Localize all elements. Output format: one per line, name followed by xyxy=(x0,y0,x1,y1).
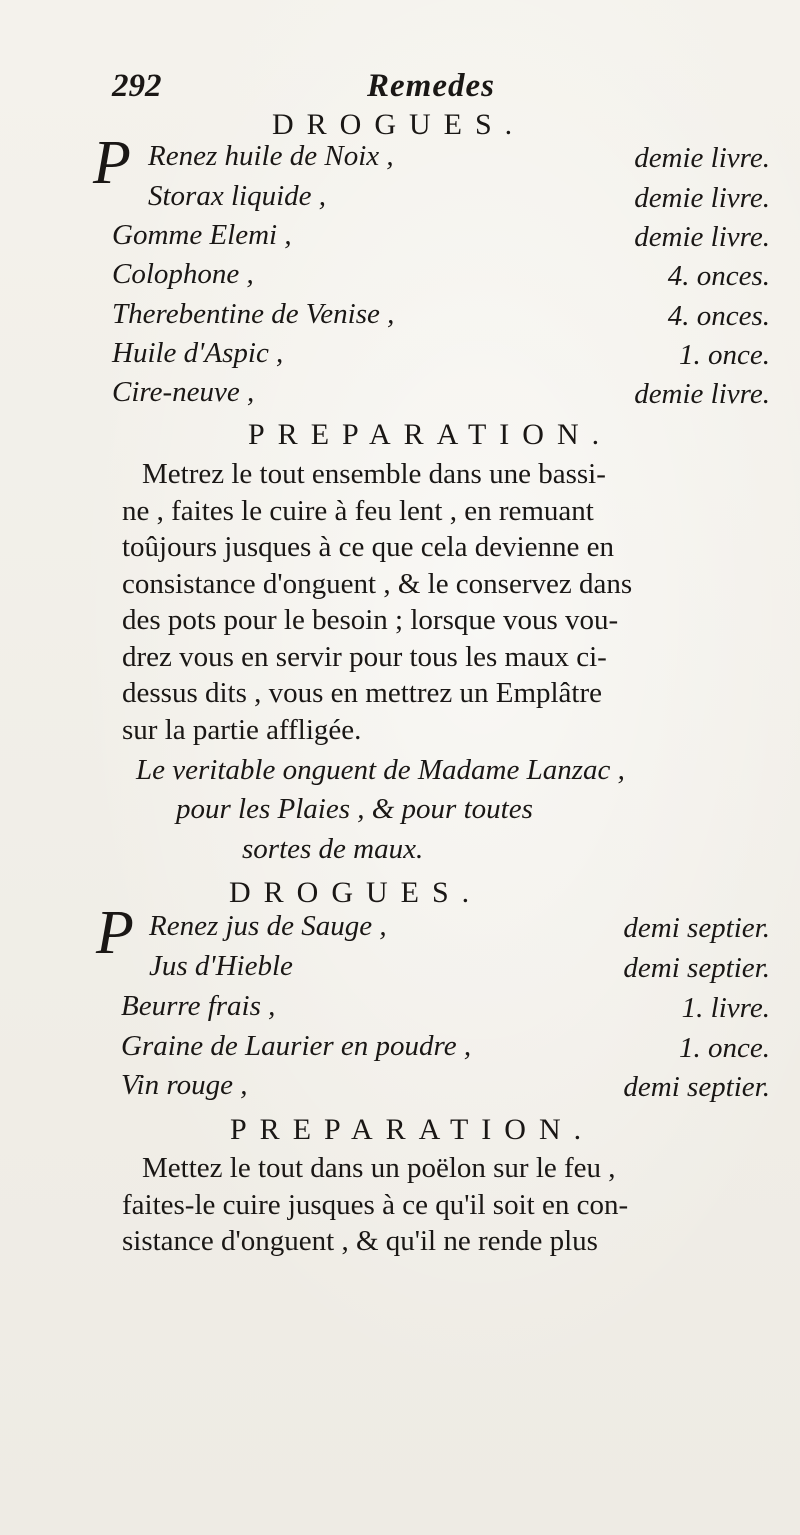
preparation-heading-2: PREPARATION. xyxy=(230,1113,595,1146)
ingredient-quantity: demi septier. xyxy=(623,912,770,944)
ingredient-quantity: 1. livre. xyxy=(681,992,770,1024)
page-number: 292 xyxy=(112,68,162,104)
drop-cap-2: P xyxy=(96,899,134,967)
preparation-heading-1: PREPARATION. xyxy=(248,418,613,451)
ingredient-quantity: 4. onces. xyxy=(667,260,770,292)
ingredient-name: Renez jus de Sauge , xyxy=(149,910,387,942)
ingredient-name: Renez huile de Noix , xyxy=(148,140,394,172)
ingredient-quantity: demie livre. xyxy=(634,221,770,253)
paragraph-line: des pots pour le besoin ; lorsque vous vou- xyxy=(122,604,619,636)
ingredient-name: Gomme Elemi , xyxy=(112,219,292,251)
drop-cap-1: P xyxy=(93,129,131,197)
paragraph-line: drez vous en servir pour tous les maux ci- xyxy=(122,640,607,673)
ingredient-name: Huile d'Aspic , xyxy=(112,337,284,369)
ingredient-quantity: 1. once. xyxy=(679,339,770,371)
ingredient-name: Cire-neuve , xyxy=(112,376,255,408)
drogues-heading-2: DROGUES. xyxy=(229,876,483,909)
ingredient-quantity: demi septier. xyxy=(623,1071,770,1103)
ingredient-name: Graine de Laurier en poudre , xyxy=(121,1030,472,1062)
paragraph-line: consistance d'onguent , & le conservez dans xyxy=(122,567,633,600)
paragraph-line: dessus dits , vous en mettrez un Emplâtre xyxy=(122,677,603,709)
paragraph-line: Metrez le tout ensemble dans une bassi- xyxy=(142,458,606,490)
paragraph-line: toûjours jusques à ce que cela devienne en xyxy=(122,531,615,563)
paragraph-line: sistance d'onguent , & qu'il ne rende plus xyxy=(122,1225,598,1257)
ingredient-name: Jus d'Hieble xyxy=(149,950,293,982)
ingredient-quantity: 4. onces. xyxy=(667,300,770,332)
recipe-title-line: pour les Plaies , & pour toutes xyxy=(176,793,533,825)
ingredient-quantity: demie livre. xyxy=(634,378,770,410)
ingredient-name: Therebentine de Venise , xyxy=(112,298,395,330)
paragraph-line: ne , faites le cuire à feu lent , en remuant xyxy=(122,494,594,527)
paragraph-line: faites-le cuire jusques à ce qu'il soit en con- xyxy=(122,1188,629,1221)
drogues-heading-1: DROGUES. xyxy=(272,108,526,141)
ingredient-name: Beurre frais , xyxy=(121,990,276,1022)
paragraph-line: Mettez le tout dans un poëlon sur le feu , xyxy=(142,1152,616,1184)
ingredient-quantity: demie livre. xyxy=(634,182,770,214)
ingredient-name: Vin rouge , xyxy=(121,1069,248,1101)
paragraph-line: sur la partie affligée. xyxy=(122,713,362,746)
ingredient-name: Storax liquide , xyxy=(148,180,327,212)
ingredient-quantity: 1. once. xyxy=(679,1032,770,1064)
recipe-title-line: Le veritable onguent de Madame Lanzac , xyxy=(136,754,625,786)
ingredient-quantity: demie livre. xyxy=(634,142,770,174)
ingredient-quantity: demi septier. xyxy=(623,952,770,984)
ingredient-name: Colophone , xyxy=(112,258,254,290)
recipe-title-line: sortes de maux. xyxy=(242,833,424,865)
preparation-paragraph-2 xyxy=(122,1150,762,1260)
running-title: Remedes xyxy=(367,68,495,104)
preparation-paragraph-1 xyxy=(122,456,762,748)
